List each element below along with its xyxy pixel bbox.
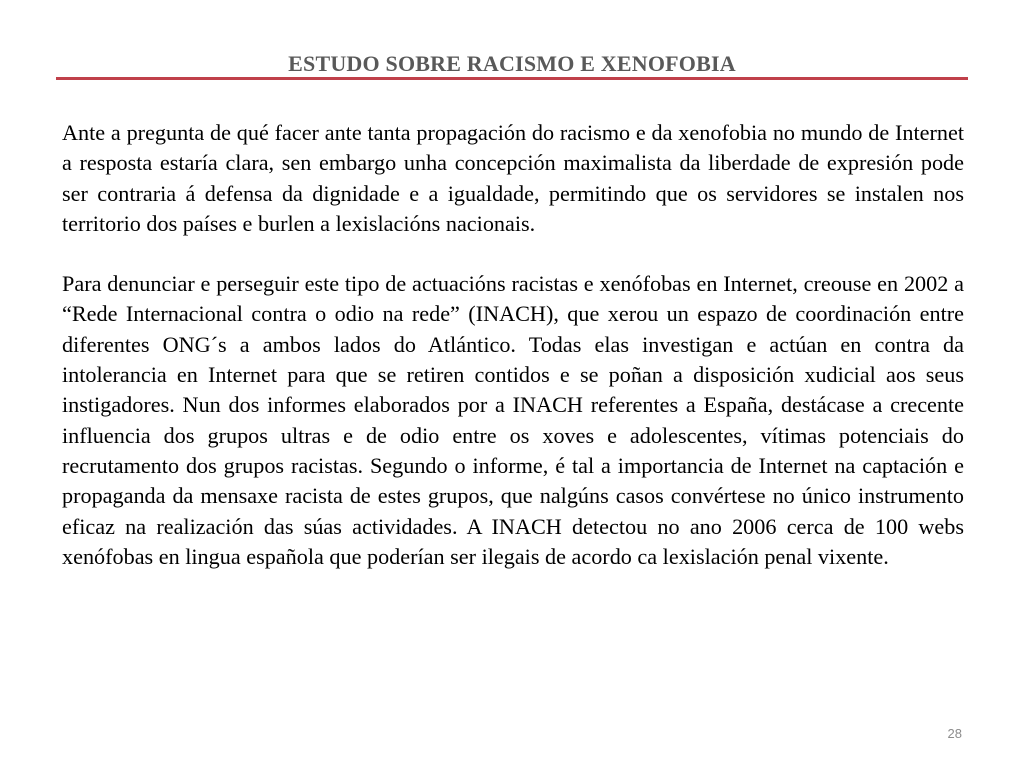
slide-title: ESTUDO SOBRE RACISMO E XENOFOBIA bbox=[288, 51, 736, 76]
paragraph-1: Ante a pregunta de qué facer ante tanta propagación do racismo e da xenofobia no mundo de Internet a resposta estaría clara, sen embargo unha concepción maximalista da liberdade de expresión pode ser contraria á defensa da dignidade e a igualdade, permitindo que os servidores se instalen nos territorio dos países e burlen a lexislacións nacionais. bbox=[62, 120, 964, 236]
title-underline bbox=[56, 77, 968, 80]
slide-number: 28 bbox=[947, 726, 962, 741]
slide-body bbox=[62, 118, 964, 572]
paragraph-2: Para denunciar e perseguir este tipo de actuacións racistas e xenófobas en Internet, creouse en 2002 a “Rede Internacional contra o odio na rede” (INACH), que xerou un espazo de coordinación entre diferentes ONG´s a ambos lados do Atlántico. Todas elas investigan e actúan en contra da intolerancia en Internet para que se retiren contidos e se poñan a disposición xudicial aos seus instigadores. Nun dos informes elaborados por a INACH referentes a España, destácase a crecente influencia dos grupos ultras e de odio entre os xoves e adolescentes, vítimas potenciais do recrutamento dos grupos racistas. Segundo o informe, é tal a importancia de Internet na captación e propaganda da mensaxe racista de estes grupos, que nalgúns casos convértese no único instrumento eficaz na realización das súas actividades. A INACH detectou no ano 2006 cerca de 100 webs xenófobas en lingua española que poderían ser ilegais de acordo ca lexislación penal vixente. bbox=[62, 271, 964, 569]
